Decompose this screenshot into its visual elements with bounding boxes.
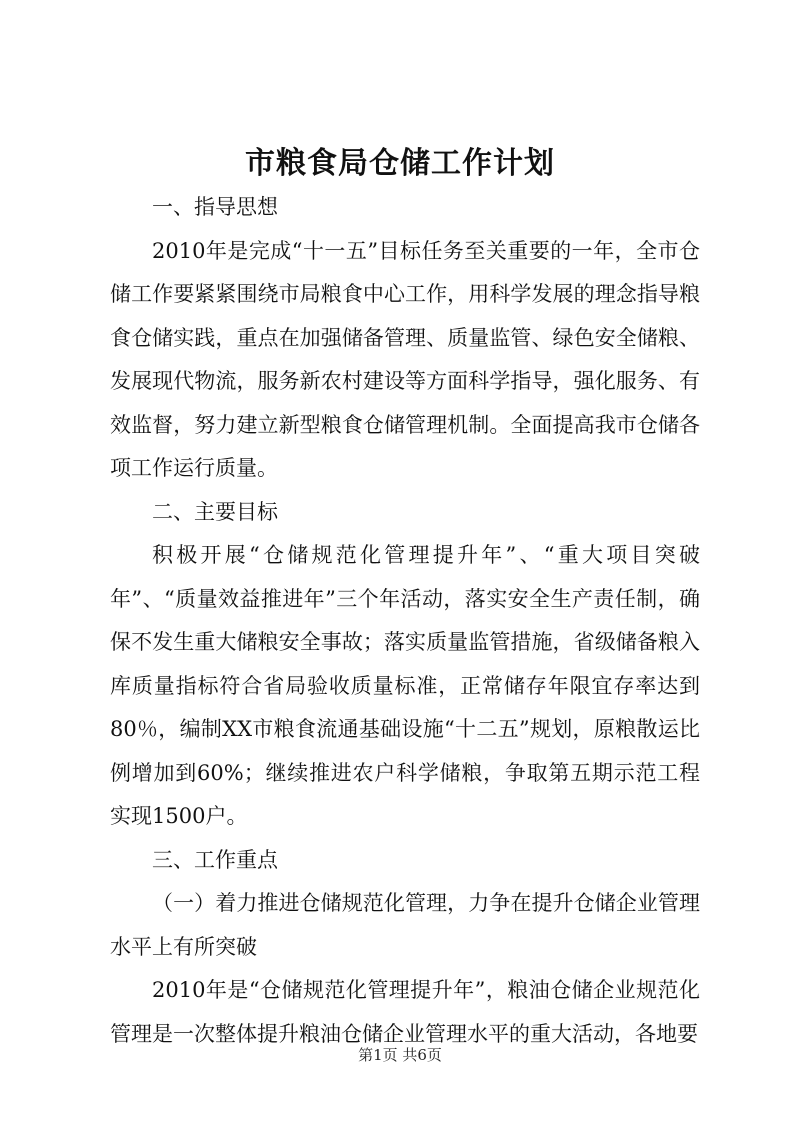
document-title: 市粮食局仓储工作计划 xyxy=(245,146,555,181)
section-paragraph-work-focus: 2010年是“仓储规范化管理提升年”，粮油仓储企业规范化管理是一次整体提升粮油仓储企业管理水平的重大活动，各地要 xyxy=(110,978,700,1046)
section-subheading-work-focus: （一）着力推进仓储规范化管理，力争在提升仓储企业管理水平上有所突破 xyxy=(110,891,700,959)
section-heading-work-focus: 三、工作重点 xyxy=(152,847,278,872)
section-heading-main-goals: 二、主要目标 xyxy=(152,499,278,524)
document-body xyxy=(110,186,700,1056)
section-heading-guiding-ideology: 一、指导思想 xyxy=(152,195,278,219)
section-paragraph-guiding-ideology: 2010年是完成“十一五”目标任务至关重要的一年，全市仓储工作要紧紧围绕市局粮食中心工作，用科学发展的理念指导粮食仓储实践，重点在加强储备管理、质量监管、绿色安全储粮、发展现代物流，服务新农村建设等方面科学指导，强化服务、有效监督，努力建立新型粮食仓储管理机制。全面提高我市仓储各项工作运行质量。 xyxy=(110,238,700,480)
page-footer: 第1页 共6页 xyxy=(358,1046,442,1064)
section-paragraph-main-goals: 积极开展“仓储规范化管理提升年”、“重大项目突破年”、“质量效益推进年”三个年活动，落实安全生产责任制，确保不发生重大储粮安全事故；落实质量监管措施，省级储备粮入库质量指标符合省局验收质量标准，正常储存年限宜存率达到80％，编制XX市粮食流通基础设施“十二五”规划，原粮散运比例增加到60%；继续推进农户科学储粮，争取第五期示范工程实现1500户。 xyxy=(110,543,700,828)
